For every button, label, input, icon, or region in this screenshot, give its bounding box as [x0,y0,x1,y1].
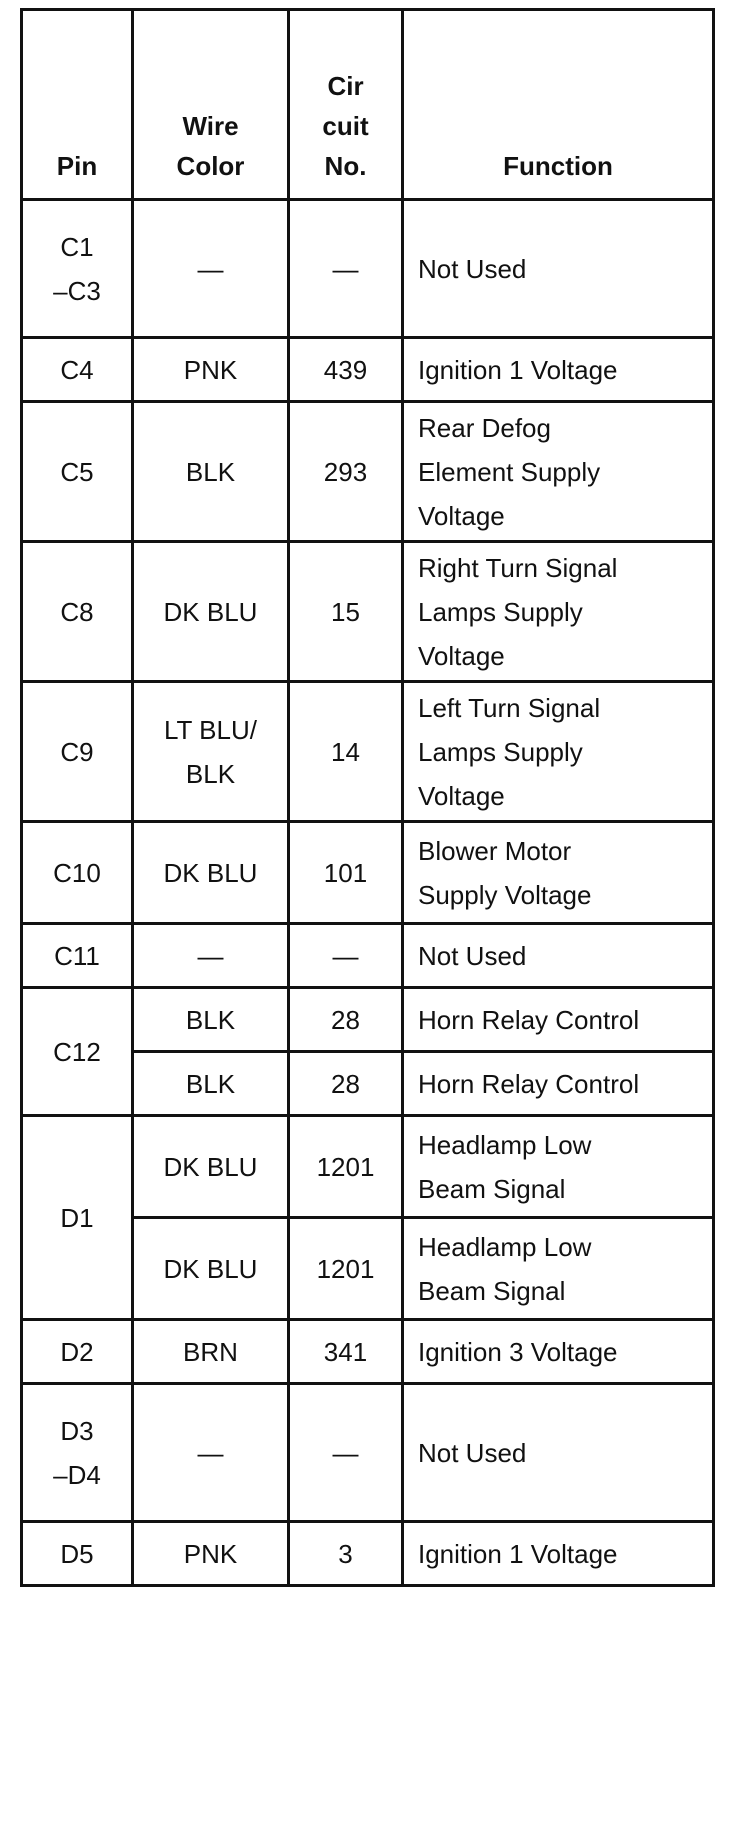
cell-function: Ignition 1 Voltage [403,338,714,402]
header-pin: Pin [22,10,133,200]
cell-circuit: 14 [289,682,403,822]
table-header-row [22,10,714,200]
table-row [22,822,714,924]
cell-pin: D1 [22,1116,133,1320]
cell-circuit: 28 [289,988,403,1052]
cell-wire-color: BLK [133,402,289,542]
cell-wire-color: DK BLU [133,1218,289,1320]
cell-wire-color: DK BLU [133,542,289,682]
cell-wire-color: BLK [133,988,289,1052]
table-row [22,1116,714,1218]
table-row [22,338,714,402]
cell-function: Ignition 1 Voltage [403,1522,714,1586]
cell-circuit: — [289,200,403,338]
cell-wire-color: BLK [133,1052,289,1116]
cell-circuit: 1201 [289,1218,403,1320]
cell-pin: D5 [22,1522,133,1586]
header-function: Function [403,10,714,200]
cell-pin: C11 [22,924,133,988]
table-row [22,924,714,988]
table-row [22,542,714,682]
cell-circuit: 293 [289,402,403,542]
cell-function: Not Used [403,200,714,338]
cell-function: Rear Defog Element Supply Voltage [403,402,714,542]
cell-function: Not Used [403,1384,714,1522]
cell-function: Not Used [403,924,714,988]
table-row [22,682,714,822]
cell-pin: C12 [22,988,133,1116]
cell-wire-color: PNK [133,1522,289,1586]
cell-pin: C8 [22,542,133,682]
connector-pinout-table [20,8,715,1587]
cell-pin: C10 [22,822,133,924]
cell-circuit: 341 [289,1320,403,1384]
cell-pin: D2 [22,1320,133,1384]
cell-function: Headlamp Low Beam Signal [403,1116,714,1218]
cell-circuit: — [289,1384,403,1522]
cell-function: Blower Motor Supply Voltage [403,822,714,924]
cell-function: Right Turn Signal Lamps Supply Voltage [403,542,714,682]
cell-pin: C1 –C3 [22,200,133,338]
cell-function: Horn Relay Control [403,1052,714,1116]
cell-circuit: 439 [289,338,403,402]
header-circuit-number: Cir cuit No. [289,10,403,200]
table-row [22,1320,714,1384]
table-row [22,402,714,542]
cell-wire-color: — [133,924,289,988]
cell-function: Ignition 3 Voltage [403,1320,714,1384]
cell-function: Headlamp Low Beam Signal [403,1218,714,1320]
cell-wire-color: LT BLU/ BLK [133,682,289,822]
cell-pin: D3 –D4 [22,1384,133,1522]
cell-pin: C4 [22,338,133,402]
cell-circuit: 101 [289,822,403,924]
cell-pin: C9 [22,682,133,822]
cell-wire-color: DK BLU [133,822,289,924]
cell-wire-color: — [133,200,289,338]
table-row [22,1384,714,1522]
cell-wire-color: BRN [133,1320,289,1384]
cell-pin: C5 [22,402,133,542]
cell-function: Horn Relay Control [403,988,714,1052]
header-wire-color: Wire Color [133,10,289,200]
cell-function: Left Turn Signal Lamps Supply Voltage [403,682,714,822]
table-row [22,200,714,338]
cell-wire-color: — [133,1384,289,1522]
cell-wire-color: DK BLU [133,1116,289,1218]
table-row [22,988,714,1052]
cell-circuit: 15 [289,542,403,682]
cell-circuit: — [289,924,403,988]
cell-circuit: 3 [289,1522,403,1586]
table-row [22,1522,714,1586]
cell-circuit: 28 [289,1052,403,1116]
cell-circuit: 1201 [289,1116,403,1218]
cell-wire-color: PNK [133,338,289,402]
